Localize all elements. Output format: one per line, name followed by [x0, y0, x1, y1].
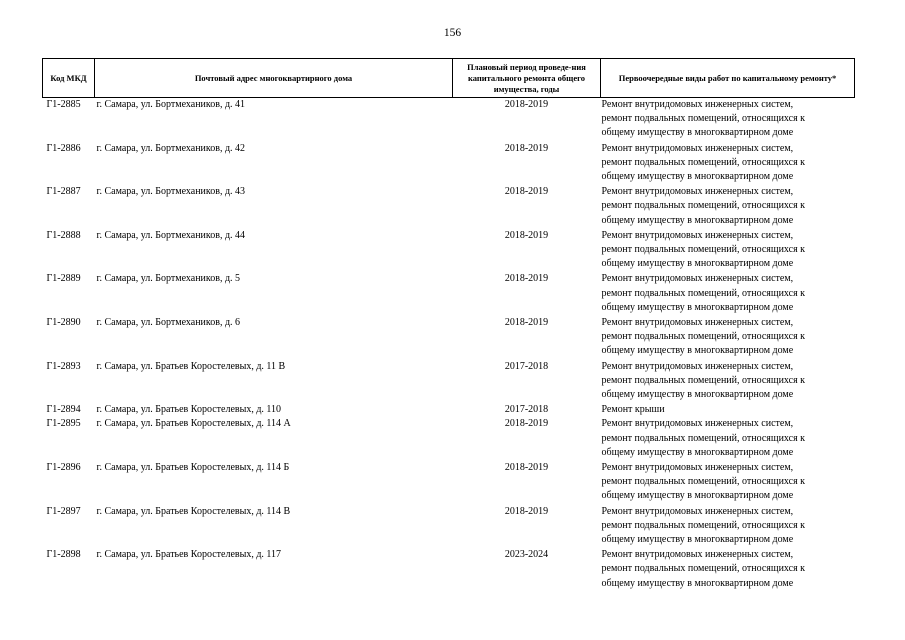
header-address: Почтовый адрес многоквартирного дома — [95, 59, 453, 98]
repair-work-line: Ремонт внутридомовых инженерных систем, — [601, 273, 794, 285]
address-cell: г. Самара, ул. Братьев Коростелевых, д. 117 — [96, 549, 282, 561]
table-row — [43, 98, 855, 142]
repair-work-line: Ремонт внутридомовых инженерных систем, — [601, 99, 794, 110]
repair-works-cell — [601, 229, 855, 273]
repair-work-line: Ремонт крыши — [601, 404, 665, 416]
house-code-cell: Г1-2896 — [46, 461, 81, 473]
address-cell: г. Самара, ул. Бортмехаников, д. 42 — [96, 142, 246, 154]
repair-work-line: ремонт подвальных помещений, относящихся к — [601, 156, 806, 168]
repair-work-line: Ремонт внутридомовых инженерных систем, — [601, 142, 794, 154]
table-row — [43, 229, 855, 273]
address-cell: г. Самара, ул. Бортмехаников, д. 44 — [96, 229, 246, 241]
house-code-cell: Г1-2887 — [46, 186, 81, 198]
repair-work-line: общему имуществу в многоквартирном доме — [601, 446, 794, 458]
repair-work-line: общему имуществу в многоквартирном доме — [601, 301, 794, 313]
house-code-cell: Г1-2897 — [46, 505, 81, 517]
repair-works-cell — [601, 417, 855, 461]
house-code-cell: Г1-2888 — [46, 229, 81, 241]
table-row — [43, 403, 855, 417]
address-cell: г. Самара, ул. Братьев Коростелевых, д. 114 В — [96, 505, 291, 517]
repair-work-line: ремонт подвальных помещений, относящихся к — [601, 331, 806, 343]
address-cell: г. Самара, ул. Бортмехаников, д. 43 — [96, 186, 246, 198]
repair-work-line: ремонт подвальных помещений, относящихся к — [601, 243, 806, 255]
repair-work-line: ремонт подвальных помещений, относящихся к — [601, 519, 806, 531]
repair-works-cell — [601, 548, 855, 592]
repair-work-line: общему имуществу в многоквартирном доме — [601, 533, 794, 545]
house-code-cell: Г1-2886 — [46, 142, 81, 154]
repair-period-cell: 2018-2019 — [504, 99, 549, 110]
repair-work-line: общему имуществу в многоквартирном доме — [601, 577, 794, 589]
repair-work-line: Ремонт внутридомовых инженерных систем, — [601, 505, 794, 517]
repair-work-line: Ремонт внутридомовых инженерных систем, — [601, 229, 794, 241]
table-row — [43, 360, 855, 404]
repair-works-cell — [601, 98, 855, 142]
repair-work-line: Ремонт внутридомовых инженерных систем, — [601, 186, 794, 198]
repair-period-cell: 2017-2018 — [504, 360, 549, 372]
repair-work-line: ремонт подвальных помещений, относящихся к — [601, 374, 806, 386]
table-row — [43, 505, 855, 549]
header-code: Код МКД — [43, 59, 95, 98]
repair-period-cell: 2018-2019 — [504, 186, 549, 198]
page-number: 156 — [443, 27, 462, 39]
header-works: Первоочередные виды работ по капитальному ремонту* — [601, 59, 855, 98]
repair-period-cell: 2017-2018 — [504, 404, 549, 416]
repair-period-cell: 2018-2019 — [504, 273, 549, 285]
repair-work-line: общему имуществу в многоквартирном доме — [601, 214, 794, 226]
repair-work-line: ремонт подвальных помещений, относящихся к — [601, 432, 806, 444]
repair-work-line: Ремонт внутридомовых инженерных систем, — [601, 360, 794, 372]
table-row — [43, 185, 855, 229]
house-code-cell: Г1-2893 — [46, 360, 81, 372]
table-row — [43, 142, 855, 186]
repair-works-cell — [601, 360, 855, 404]
repair-work-line: общему имуществу в многоквартирном доме — [601, 127, 794, 139]
table-row — [43, 548, 855, 592]
house-code-cell: Г1-2889 — [46, 273, 81, 285]
address-cell: г. Самара, ул. Братьев Коростелевых, д. 114 Б — [96, 461, 290, 473]
repair-period-cell: 2018-2019 — [504, 229, 549, 241]
repair-work-line: ремонт подвальных помещений, относящихся к — [601, 563, 806, 575]
repair-works-cell — [601, 461, 855, 505]
house-code-cell: Г1-2898 — [46, 549, 81, 561]
repair-work-line: ремонт подвальных помещений, относящихся к — [601, 476, 806, 488]
repair-works-cell — [601, 185, 855, 229]
house-code-cell: Г1-2885 — [46, 99, 81, 110]
capital-repair-table — [42, 58, 855, 592]
repair-work-line: общему имуществу в многоквартирном доме — [601, 258, 794, 270]
repair-works-cell — [601, 505, 855, 549]
address-cell: г. Самара, ул. Бортмехаников, д. 41 — [96, 99, 246, 110]
repair-work-line: ремонт подвальных помещений, относящихся к — [601, 200, 806, 212]
house-code-cell: Г1-2890 — [46, 316, 81, 328]
repair-works-cell — [601, 316, 855, 360]
house-code-cell: Г1-2894 — [46, 404, 81, 416]
repair-period-cell: 2018-2019 — [504, 418, 549, 430]
repair-works-cell — [601, 142, 855, 186]
table-body — [43, 98, 855, 592]
repair-works-cell — [601, 403, 855, 417]
repair-work-line: Ремонт внутридомовых инженерных систем, — [601, 549, 794, 561]
repair-work-line: Ремонт внутридомовых инженерных систем, — [601, 418, 794, 430]
repair-work-line: ремонт подвальных помещений, относящихся к — [601, 113, 806, 125]
repair-period-cell: 2018-2019 — [504, 461, 549, 473]
address-cell: г. Самара, ул. Бортмехаников, д. 6 — [96, 316, 241, 328]
repair-works-cell — [601, 272, 855, 316]
table-row — [43, 272, 855, 316]
repair-work-line: Ремонт внутридомовых инженерных систем, — [601, 461, 794, 473]
table-row — [43, 417, 855, 461]
repair-period-cell: 2018-2019 — [504, 316, 549, 328]
repair-work-line: общему имуществу в многоквартирном доме — [601, 388, 794, 400]
address-cell: г. Самара, ул. Бортмехаников, д. 5 — [96, 273, 241, 285]
repair-work-line: ремонт подвальных помещений, относящихся к — [601, 287, 806, 299]
repair-period-cell: 2018-2019 — [504, 142, 549, 154]
table-header-row — [43, 59, 855, 98]
address-cell: г. Самара, ул. Братьев Коростелевых, д. 11 В — [96, 360, 286, 372]
table-row — [43, 316, 855, 360]
house-code-cell: Г1-2895 — [46, 418, 81, 430]
repair-period-cell: 2023-2024 — [504, 549, 549, 561]
address-cell: г. Самара, ул. Братьев Коростелевых, д. 114 А — [96, 418, 291, 430]
address-cell: г. Самара, ул. Братьев Коростелевых, д. 110 — [96, 404, 282, 416]
table-row — [43, 461, 855, 505]
repair-work-line: общему имуществу в многоквартирном доме — [601, 345, 794, 357]
repair-work-line: Ремонт внутридомовых инженерных систем, — [601, 316, 794, 328]
repair-work-line: общему имуществу в многоквартирном доме — [601, 490, 794, 502]
header-period: Плановый период проведе-ния капитального ремонта общего имущества, годы — [453, 59, 601, 98]
repair-work-line: общему имуществу в многоквартирном доме — [601, 171, 794, 182]
repair-period-cell: 2018-2019 — [504, 505, 549, 517]
